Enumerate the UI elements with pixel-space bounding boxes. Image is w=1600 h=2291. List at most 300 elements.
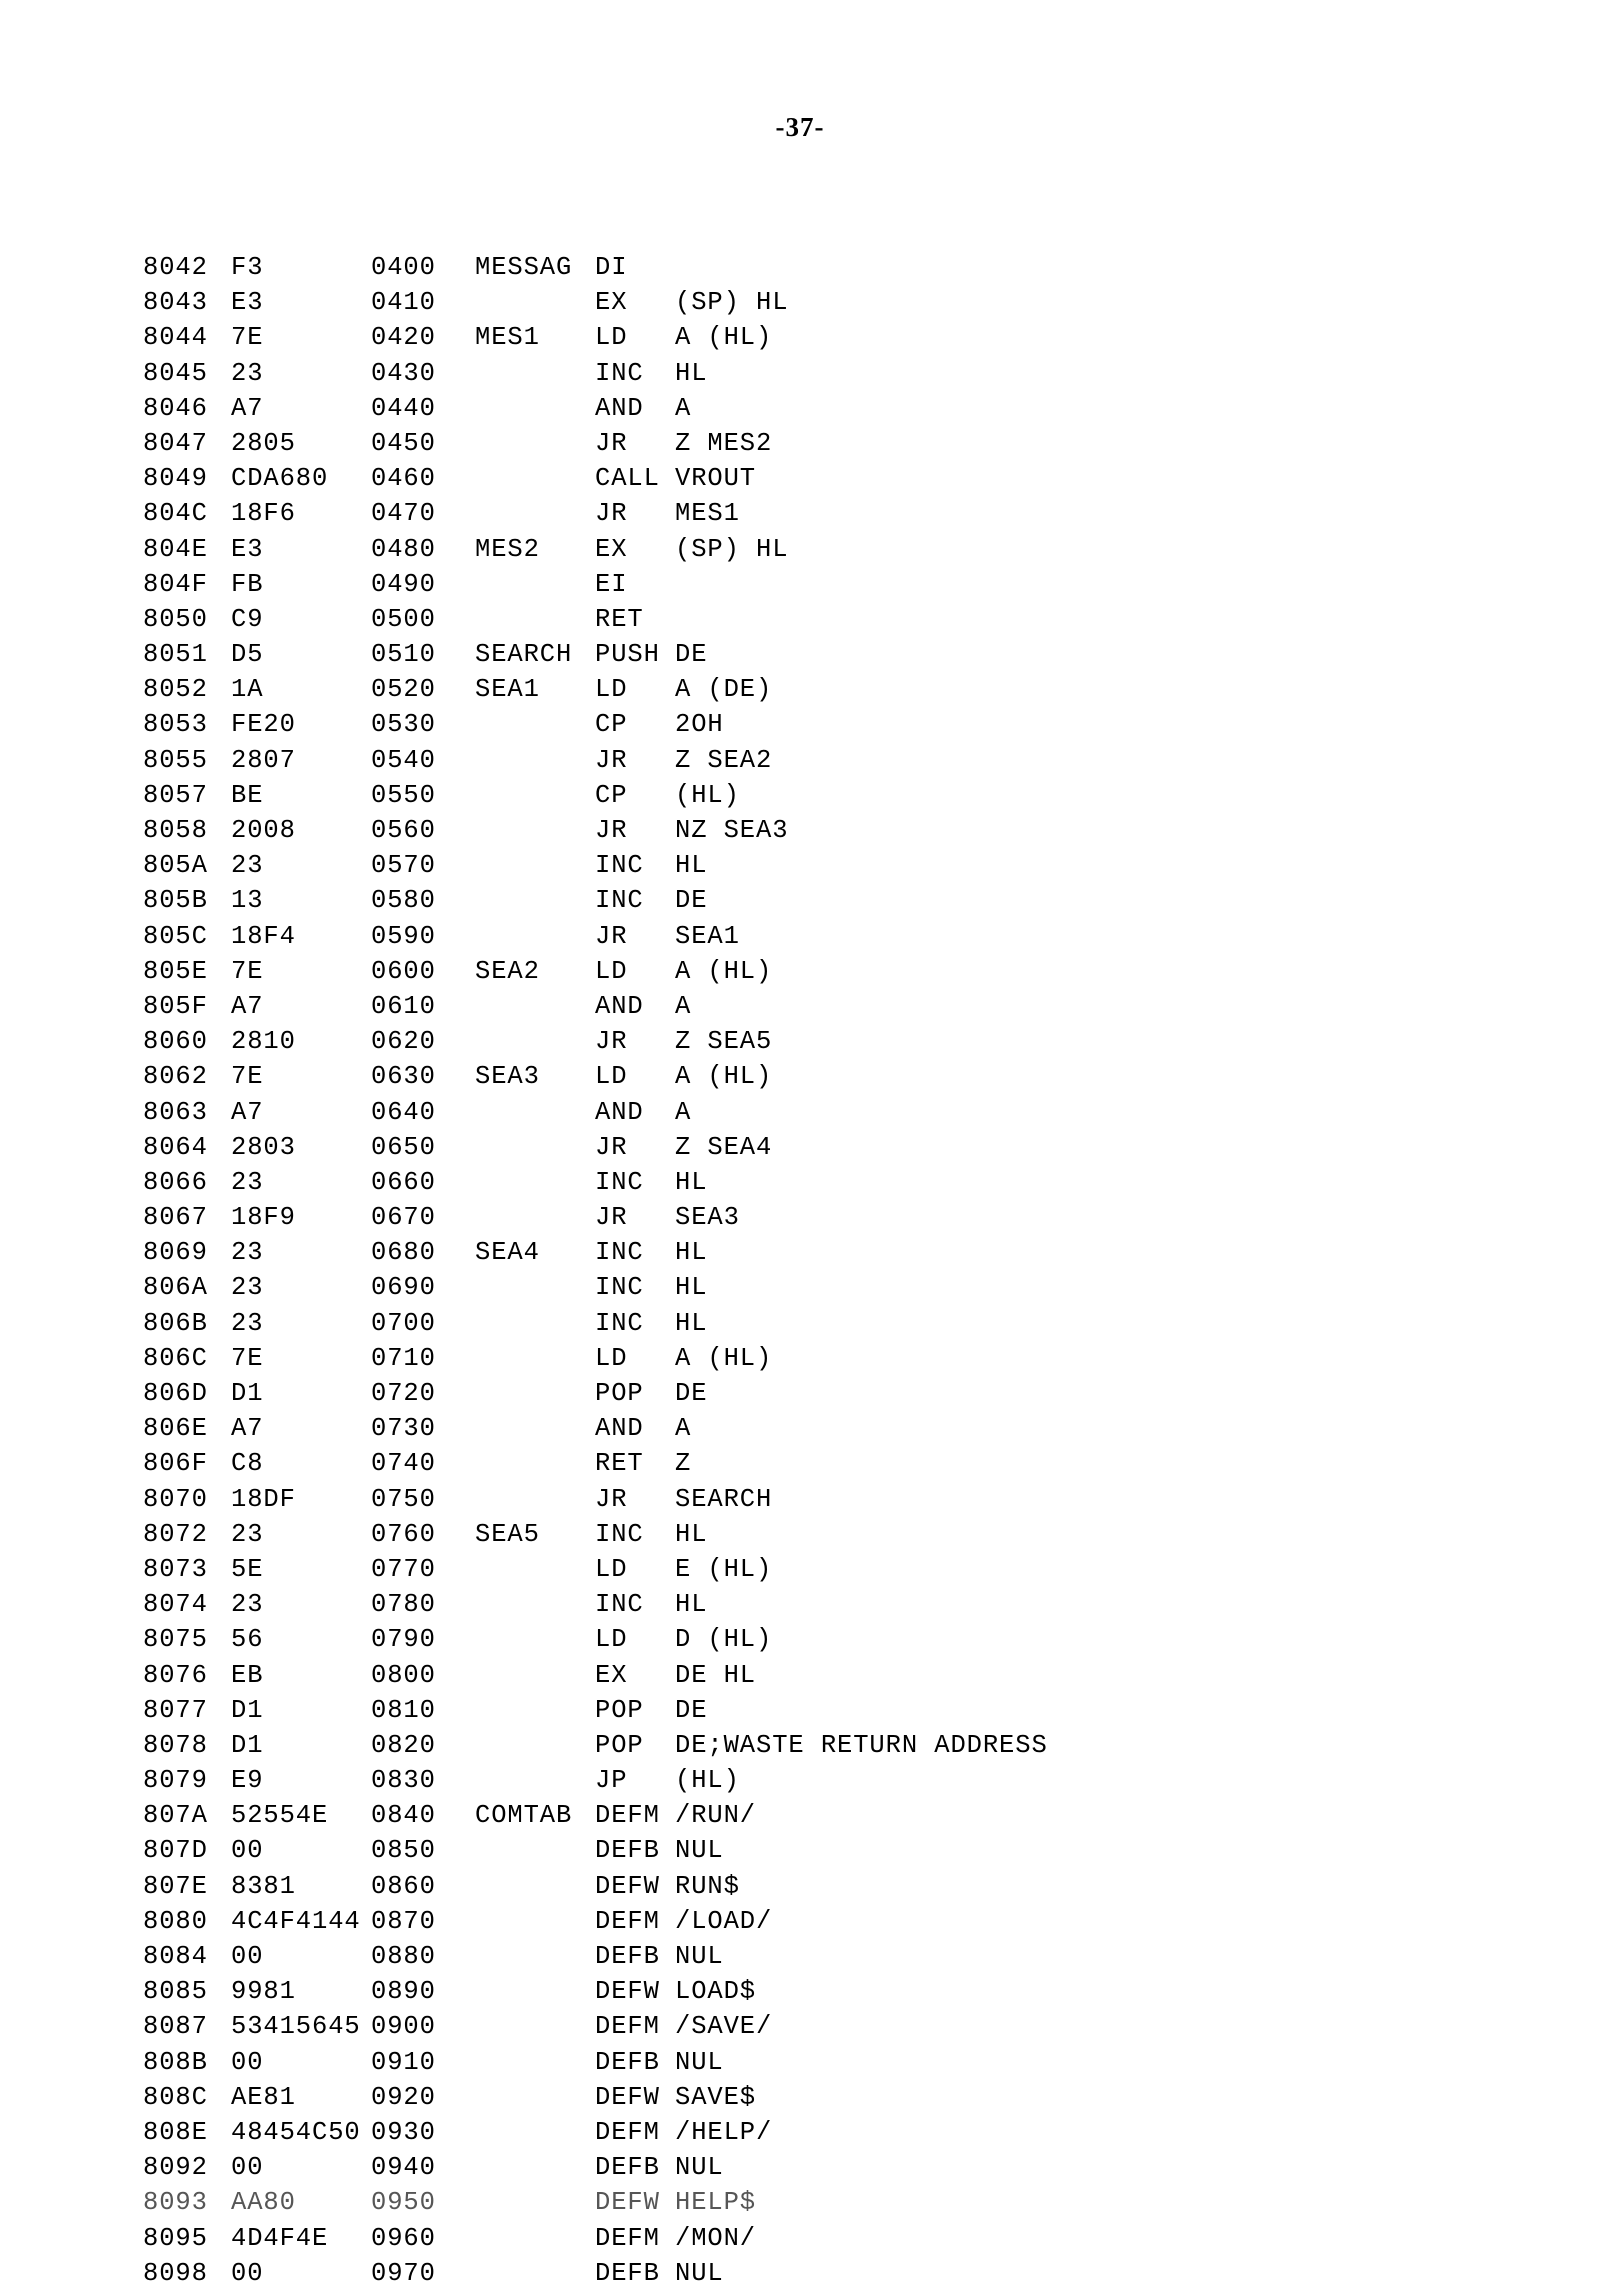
instruction-operand: DE [675, 1695, 708, 1725]
instruction-operand: /HELP/ [675, 2117, 773, 2147]
instruction-operand: A (HL) [675, 1343, 773, 1373]
listing-row [143, 1341, 1473, 1376]
object-code-bytes: A7 [231, 1097, 264, 1127]
instruction-address: 8069 [143, 1238, 208, 1268]
listing-row [143, 707, 1473, 742]
instruction-address: 8049 [143, 464, 208, 494]
source-line-number: 0920 [371, 2082, 436, 2112]
source-line-number: 0670 [371, 1203, 436, 1233]
instruction-address: 8080 [143, 1906, 208, 1936]
instruction-address: 8050 [143, 604, 208, 634]
instruction-address: 8060 [143, 1027, 208, 1057]
object-code-bytes: 9981 [231, 1977, 296, 2007]
instruction-operand: (SP) HL [675, 288, 789, 318]
instruction-mnemonic: DEFM [595, 1906, 660, 1936]
object-code-bytes: FB [231, 569, 264, 599]
listing-row [143, 1306, 1473, 1341]
instruction-mnemonic: LD [595, 1554, 628, 1584]
listing-row [143, 250, 1473, 285]
instruction-mnemonic: EI [595, 569, 628, 599]
object-code-bytes: EB [231, 1660, 264, 1690]
instruction-mnemonic: INC [595, 1590, 644, 1620]
instruction-mnemonic: PUSH [595, 640, 660, 670]
instruction-mnemonic: DEFB [595, 2258, 660, 2288]
instruction-mnemonic: AND [595, 393, 644, 423]
instruction-mnemonic: JR [595, 1203, 628, 1233]
instruction-address: 8087 [143, 2012, 208, 2042]
object-code-bytes: BE [231, 780, 264, 810]
listing-row [143, 778, 1473, 813]
instruction-operand: HELP$ [675, 2188, 757, 2218]
source-line-number: 0420 [371, 323, 436, 353]
listing-row [143, 567, 1473, 602]
source-line-number: 0970 [371, 2258, 436, 2288]
listing-row [143, 1235, 1473, 1270]
listing-row [143, 1587, 1473, 1622]
object-code-bytes: 2008 [231, 816, 296, 845]
instruction-address: 8064 [143, 1132, 208, 1162]
listing-row [143, 1165, 1473, 1200]
instruction-address: 8098 [143, 2258, 208, 2288]
instruction-address: 8085 [143, 1977, 208, 2007]
listing-row [143, 1939, 1473, 1974]
instruction-mnemonic: EX [595, 534, 628, 564]
instruction-mnemonic: AND [595, 1414, 644, 1444]
instruction-operand: /MON/ [675, 2223, 757, 2253]
instruction-address: 804C [143, 499, 208, 529]
symbol-label: SEA2 [475, 956, 540, 986]
source-line-number: 0500 [371, 604, 436, 634]
source-line-number: 0840 [371, 1801, 436, 1831]
source-line-number: 0820 [371, 1730, 436, 1760]
object-code-bytes: E9 [231, 1766, 264, 1796]
instruction-mnemonic: DEFW [595, 1871, 660, 1901]
instruction-operand: Z MES2 [675, 428, 773, 458]
listing-row [143, 1622, 1473, 1657]
instruction-mnemonic: JR [595, 499, 628, 529]
source-line-number: 0510 [371, 640, 436, 670]
listing-row [143, 1517, 1473, 1552]
object-code-bytes: 18F4 [231, 921, 296, 951]
object-code-bytes: D1 [231, 1695, 264, 1725]
instruction-address: 805E [143, 956, 208, 986]
instruction-mnemonic: JR [595, 745, 628, 775]
instruction-address: 807E [143, 1871, 208, 1901]
listing-row [143, 954, 1473, 989]
object-code-bytes: FE20 [231, 710, 296, 740]
source-line-number: 0440 [371, 393, 436, 423]
instruction-operand: DE [675, 1379, 708, 1408]
source-line-number: 0800 [371, 1660, 436, 1690]
source-line-number: 0540 [371, 745, 436, 775]
instruction-operand: MES1 [675, 499, 740, 529]
listing-row [143, 2185, 1473, 2220]
instruction-operand: A (HL) [675, 323, 773, 353]
object-code-bytes: D1 [231, 1379, 264, 1408]
instruction-address: 806B [143, 1308, 208, 1338]
object-code-bytes: D5 [231, 640, 264, 670]
listing-row [143, 919, 1473, 954]
source-line-number: 0830 [371, 1766, 436, 1796]
instruction-address: 806A [143, 1273, 208, 1303]
instruction-mnemonic: RET [595, 1449, 644, 1479]
object-code-bytes: 7E [231, 1062, 264, 1092]
instruction-address: 805C [143, 921, 208, 951]
source-line-number: 0580 [371, 886, 436, 916]
instruction-mnemonic: JR [595, 1484, 628, 1514]
listing-row [143, 1130, 1473, 1165]
instruction-mnemonic: DEFB [595, 2153, 660, 2183]
listing-row [143, 1376, 1473, 1411]
instruction-mnemonic: INC [595, 1308, 644, 1338]
source-line-number: 0520 [371, 675, 436, 705]
listing-row [143, 883, 1473, 918]
instruction-address: 805A [143, 851, 208, 881]
object-code-bytes: C9 [231, 604, 264, 634]
object-code-bytes: C8 [231, 1449, 264, 1479]
instruction-operand: HL [675, 851, 708, 881]
instruction-operand: E (HL) [675, 1554, 773, 1584]
object-code-bytes: 23 [231, 1590, 264, 1620]
source-line-number: 0750 [371, 1484, 436, 1514]
object-code-bytes: 00 [231, 2153, 264, 2183]
instruction-operand: Z [675, 1449, 692, 1479]
instruction-mnemonic: LD [595, 675, 628, 705]
object-code-bytes: 00 [231, 1942, 264, 1971]
listing-row [143, 743, 1473, 778]
instruction-address: 8079 [143, 1766, 208, 1796]
source-line-number: 0910 [371, 2047, 436, 2077]
instruction-mnemonic: POP [595, 1695, 644, 1725]
object-code-bytes: 2810 [231, 1027, 296, 1057]
instruction-mnemonic: DEFB [595, 2047, 660, 2077]
instruction-operand: SEA3 [675, 1203, 740, 1233]
source-line-number: 0660 [371, 1167, 436, 1197]
source-line-number: 0640 [371, 1097, 436, 1127]
source-line-number: 0460 [371, 464, 436, 494]
instruction-operand: SEARCH [675, 1484, 773, 1514]
object-code-bytes: 8381 [231, 1871, 296, 1901]
listing-row [143, 1833, 1473, 1868]
listing-row [143, 1200, 1473, 1235]
source-line-number: 0680 [371, 1238, 436, 1268]
object-code-bytes: 2805 [231, 428, 296, 458]
object-code-bytes: D1 [231, 1730, 264, 1760]
instruction-address: 8052 [143, 675, 208, 705]
object-code-bytes: 23 [231, 851, 264, 881]
instruction-mnemonic: DEFB [595, 1942, 660, 1971]
instruction-mnemonic: INC [595, 1519, 644, 1549]
listing-row [143, 1904, 1473, 1939]
listing-row [143, 848, 1473, 883]
object-code-bytes: 7E [231, 1343, 264, 1373]
instruction-address: 807D [143, 1836, 208, 1866]
source-line-number: 0470 [371, 499, 436, 529]
object-code-bytes: E3 [231, 534, 264, 564]
instruction-operand: D (HL) [675, 1625, 773, 1655]
instruction-mnemonic: JR [595, 1132, 628, 1162]
instruction-address: 8062 [143, 1062, 208, 1092]
instruction-address: 805B [143, 886, 208, 916]
instruction-operand: RUN$ [675, 1871, 740, 1901]
object-code-bytes: 7E [231, 323, 264, 353]
object-code-bytes: 2807 [231, 745, 296, 775]
instruction-operand: HL [675, 1273, 708, 1303]
instruction-mnemonic: DI [595, 253, 628, 282]
instruction-mnemonic: LD [595, 956, 628, 986]
listing-row [143, 2080, 1473, 2115]
source-line-number: 0650 [371, 1132, 436, 1162]
source-line-number: 0530 [371, 710, 436, 740]
instruction-mnemonic: CP [595, 780, 628, 810]
instruction-operand: A [675, 1097, 692, 1127]
listing-row [143, 461, 1473, 496]
instruction-mnemonic: DEFW [595, 2188, 660, 2218]
source-line-number: 0720 [371, 1379, 436, 1408]
listing-row [143, 672, 1473, 707]
listing-row [143, 1059, 1473, 1094]
object-code-bytes: 23 [231, 1273, 264, 1303]
instruction-address: 8070 [143, 1484, 208, 1514]
source-line-number: 0810 [371, 1695, 436, 1725]
listing-row [143, 1869, 1473, 1904]
instruction-operand: NUL [675, 1942, 724, 1971]
instruction-mnemonic: LD [595, 1062, 628, 1092]
instruction-operand: HL [675, 1590, 708, 1620]
listing-row [143, 2221, 1473, 2256]
instruction-mnemonic: LD [595, 323, 628, 353]
instruction-address: 8093 [143, 2188, 208, 2218]
instruction-operand: HL [675, 1167, 708, 1197]
object-code-bytes: 5E [231, 1554, 264, 1584]
listing-row [143, 1446, 1473, 1481]
instruction-mnemonic: DEFM [595, 2223, 660, 2253]
object-code-bytes: 18DF [231, 1484, 296, 1514]
instruction-mnemonic: AND [595, 1097, 644, 1127]
listing-row [143, 1693, 1473, 1728]
instruction-operand: 2OH [675, 710, 724, 740]
listing-row [143, 2045, 1473, 2080]
instruction-mnemonic: JR [595, 816, 628, 845]
symbol-label: SEA5 [475, 1519, 540, 1549]
instruction-mnemonic: JP [595, 1766, 628, 1796]
instruction-operand: DE HL [675, 1660, 757, 1690]
assembly-listing [143, 250, 1473, 2291]
instruction-address: 8073 [143, 1554, 208, 1584]
object-code-bytes: AA80 [231, 2188, 296, 2218]
instruction-operand: HL [675, 1238, 708, 1268]
instruction-mnemonic: CALL [595, 464, 660, 494]
source-line-number: 0740 [371, 1449, 436, 1479]
source-line-number: 0570 [371, 851, 436, 881]
source-line-number: 0450 [371, 428, 436, 458]
listing-row [143, 391, 1473, 426]
listing-row [143, 426, 1473, 461]
instruction-address: 8046 [143, 393, 208, 423]
instruction-address: 8051 [143, 640, 208, 670]
listing-row [143, 2009, 1473, 2044]
instruction-operand: HL [675, 1308, 708, 1338]
symbol-label: MES2 [475, 534, 540, 564]
source-line-number: 0790 [371, 1625, 436, 1655]
instruction-operand: NZ SEA3 [675, 816, 789, 845]
instruction-address: 8078 [143, 1730, 208, 1760]
instruction-address: 807A [143, 1801, 208, 1831]
instruction-operand: A (HL) [675, 1062, 773, 1092]
page-number: -37- [775, 112, 825, 142]
instruction-mnemonic: RET [595, 604, 644, 634]
source-line-number: 0690 [371, 1273, 436, 1303]
instruction-mnemonic: POP [595, 1730, 644, 1760]
symbol-label: SEARCH [475, 640, 573, 670]
instruction-operand: DE [675, 886, 708, 916]
instruction-operand: LOAD$ [675, 1977, 757, 2007]
listing-row [143, 1763, 1473, 1798]
instruction-operand: SEA1 [675, 921, 740, 951]
source-line-number: 0480 [371, 534, 436, 564]
symbol-label: MESSAG [475, 253, 573, 282]
instruction-address: 8055 [143, 745, 208, 775]
source-line-number: 0760 [371, 1519, 436, 1549]
source-line-number: 0410 [371, 288, 436, 318]
source-line-number: 0930 [371, 2117, 436, 2147]
object-code-bytes: A7 [231, 991, 264, 1021]
instruction-operand: (SP) HL [675, 534, 789, 564]
instruction-address: 804E [143, 534, 208, 564]
listing-row [143, 1552, 1473, 1587]
instruction-address: 8063 [143, 1097, 208, 1127]
source-line-number: 0610 [371, 991, 436, 1021]
source-line-number: 0870 [371, 1906, 436, 1936]
instruction-address: 808C [143, 2082, 208, 2112]
object-code-bytes: 00 [231, 1836, 264, 1866]
listing-row [143, 1658, 1473, 1693]
listing-row [143, 285, 1473, 320]
instruction-address: 8043 [143, 288, 208, 318]
listing-row [143, 602, 1473, 637]
instruction-operand: /LOAD/ [675, 1906, 773, 1936]
instruction-address: 8067 [143, 1203, 208, 1233]
instruction-operand: (HL) [675, 780, 740, 810]
listing-row [143, 637, 1473, 672]
source-line-number: 0550 [371, 780, 436, 810]
listing-row [143, 2115, 1473, 2150]
instruction-operand: DE;WASTE RETURN ADDRESS [675, 1730, 1048, 1760]
instruction-mnemonic: INC [595, 1167, 644, 1197]
listing-row [143, 1411, 1473, 1446]
object-code-bytes: 23 [231, 1519, 264, 1549]
source-line-number: 0560 [371, 816, 436, 845]
instruction-operand: A (HL) [675, 956, 773, 986]
instruction-operand: (HL) [675, 1766, 740, 1796]
source-line-number: 0940 [371, 2153, 436, 2183]
object-code-bytes: 23 [231, 358, 264, 388]
object-code-bytes: 18F9 [231, 1203, 296, 1233]
source-line-number: 0630 [371, 1062, 436, 1092]
instruction-operand: DE [675, 640, 708, 670]
instruction-operand: Z SEA4 [675, 1132, 773, 1162]
instruction-address: 8075 [143, 1625, 208, 1655]
instruction-mnemonic: DEFW [595, 2082, 660, 2112]
source-line-number: 0490 [371, 569, 436, 599]
instruction-mnemonic: JR [595, 1027, 628, 1057]
instruction-operand: SAVE$ [675, 2082, 757, 2112]
object-code-bytes: 4D4F4E [231, 2223, 329, 2253]
source-line-number: 0590 [371, 921, 436, 951]
source-line-number: 0770 [371, 1554, 436, 1584]
instruction-mnemonic: JR [595, 428, 628, 458]
object-code-bytes: CDA680 [231, 464, 329, 494]
symbol-label: SEA1 [475, 675, 540, 705]
instruction-address: 8045 [143, 358, 208, 388]
source-line-number: 0600 [371, 956, 436, 986]
instruction-operand: A (DE) [675, 675, 773, 705]
instruction-address: 8077 [143, 1695, 208, 1725]
object-code-bytes: AE81 [231, 2082, 296, 2112]
source-line-number: 0860 [371, 1871, 436, 1901]
object-code-bytes: 52554E [231, 1801, 329, 1831]
instruction-address: 8058 [143, 816, 208, 845]
object-code-bytes: A7 [231, 1414, 264, 1444]
object-code-bytes: 48454C50 [231, 2117, 361, 2147]
instruction-address: 805F [143, 991, 208, 1021]
source-line-number: 0850 [371, 1836, 436, 1866]
symbol-label: SEA4 [475, 1238, 540, 1268]
source-line-number: 0400 [371, 253, 436, 282]
object-code-bytes: 18F6 [231, 499, 296, 529]
instruction-mnemonic: DEFM [595, 2012, 660, 2042]
instruction-mnemonic: INC [595, 1273, 644, 1303]
instruction-mnemonic: INC [595, 1238, 644, 1268]
instruction-operand: VROUT [675, 464, 757, 494]
instruction-address: 8053 [143, 710, 208, 740]
instruction-operand: Z SEA5 [675, 1027, 773, 1057]
object-code-bytes: 2803 [231, 1132, 296, 1162]
object-code-bytes: 00 [231, 2047, 264, 2077]
instruction-operand: NUL [675, 1836, 724, 1866]
object-code-bytes: 00 [231, 2258, 264, 2288]
instruction-address: 808B [143, 2047, 208, 2077]
listing-row [143, 356, 1473, 391]
instruction-address: 806F [143, 1449, 208, 1479]
source-line-number: 0880 [371, 1942, 436, 1971]
source-line-number: 0900 [371, 2012, 436, 2042]
instruction-operand: NUL [675, 2258, 724, 2288]
instruction-address: 8047 [143, 428, 208, 458]
listing-row [143, 1974, 1473, 2009]
instruction-address: 806E [143, 1414, 208, 1444]
instruction-mnemonic: EX [595, 1660, 628, 1690]
object-code-bytes: 13 [231, 886, 264, 916]
instruction-operand: A [675, 393, 692, 423]
instruction-address: 8076 [143, 1660, 208, 1690]
object-code-bytes: 23 [231, 1308, 264, 1338]
source-line-number: 0710 [371, 1343, 436, 1373]
instruction-address: 8092 [143, 2153, 208, 2183]
listing-row [143, 532, 1473, 567]
instruction-mnemonic: DEFB [595, 1836, 660, 1866]
symbol-label: COMTAB [475, 1801, 573, 1831]
instruction-address: 8095 [143, 2223, 208, 2253]
object-code-bytes: 1A [231, 675, 264, 705]
listing-row [143, 1024, 1473, 1059]
source-line-number: 0890 [371, 1977, 436, 2007]
listing-row [143, 1728, 1473, 1763]
instruction-operand: /RUN/ [675, 1801, 757, 1831]
instruction-mnemonic: LD [595, 1343, 628, 1373]
symbol-label: SEA3 [475, 1062, 540, 1092]
object-code-bytes: F3 [231, 253, 264, 282]
